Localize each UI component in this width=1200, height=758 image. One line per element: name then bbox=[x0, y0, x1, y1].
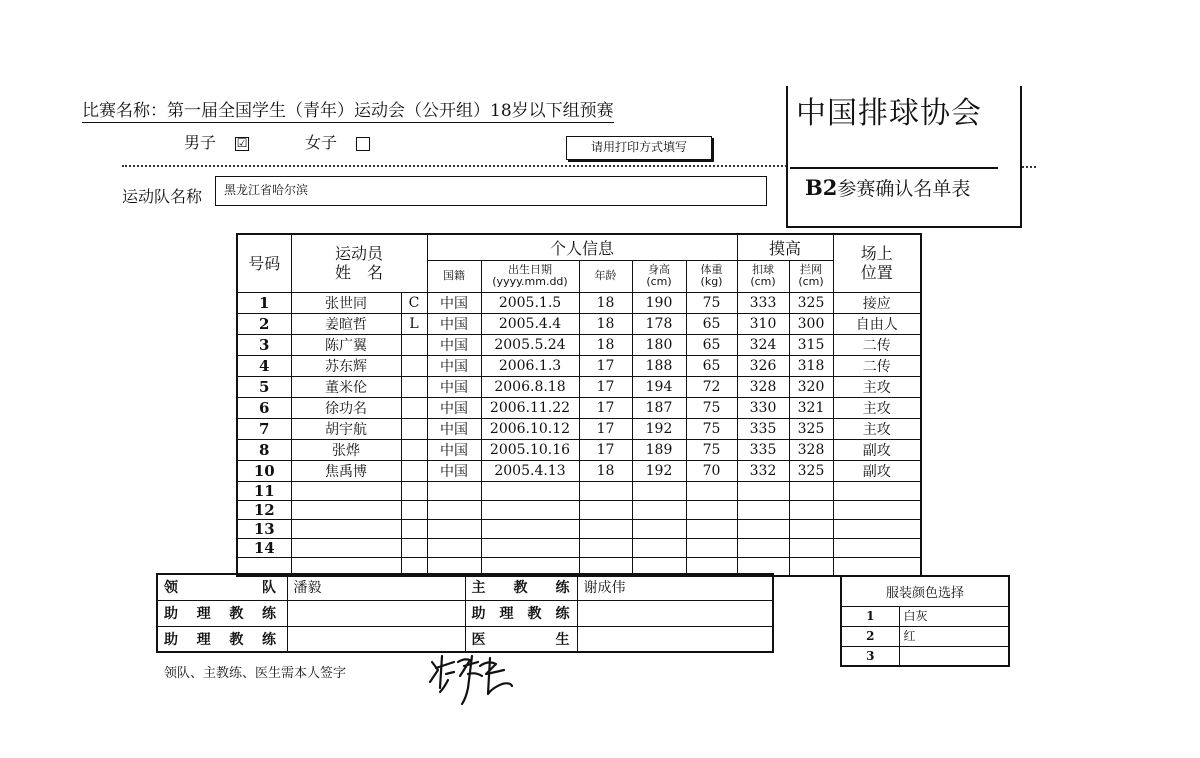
header-block-line2: (cm) bbox=[798, 275, 824, 288]
cell-weight[interactable]: 70 bbox=[686, 460, 737, 481]
cell-age[interactable] bbox=[579, 500, 632, 519]
uniform-number: 2 bbox=[841, 626, 899, 646]
cell-weight[interactable] bbox=[686, 500, 737, 519]
cell-age[interactable]: 17 bbox=[579, 397, 632, 418]
dotted-divider-right bbox=[1022, 166, 1036, 168]
cell-role[interactable] bbox=[401, 334, 427, 355]
cell-birth-date[interactable]: 2006.8.18 bbox=[481, 376, 579, 397]
form-title bbox=[805, 174, 970, 201]
cell-birth-date[interactable] bbox=[481, 519, 579, 538]
cell-spike-reach[interactable]: 335 bbox=[737, 418, 789, 439]
cell-position[interactable]: 自由人 bbox=[833, 313, 921, 334]
uniform-color-body bbox=[841, 606, 1009, 666]
cell-position[interactable] bbox=[833, 557, 921, 576]
cell-position[interactable]: 主攻 bbox=[833, 418, 921, 439]
form-code: B2 bbox=[805, 175, 838, 200]
cell-height[interactable] bbox=[632, 481, 686, 500]
cell-weight[interactable]: 65 bbox=[686, 334, 737, 355]
cell-role[interactable] bbox=[401, 355, 427, 376]
cell-age[interactable]: 17 bbox=[579, 355, 632, 376]
cell-nationality[interactable]: 中国 bbox=[427, 355, 481, 376]
team-name-field[interactable]: 黑龙江省哈尔滨 bbox=[215, 176, 767, 206]
uniform-row bbox=[841, 606, 1009, 626]
competition-name: 比赛名称：第一届全国学生（青年）运动会（公开组）18岁以下组预赛 bbox=[82, 96, 614, 123]
header-birth bbox=[481, 260, 579, 292]
cell-nationality[interactable] bbox=[427, 500, 481, 519]
assistant-coach-label-2: 助 理 教 练 bbox=[465, 600, 577, 626]
cell-name[interactable] bbox=[291, 538, 401, 557]
cell-block-reach[interactable]: 328 bbox=[789, 439, 833, 460]
header-position-line2: 位置 bbox=[860, 263, 893, 283]
roster-body bbox=[237, 292, 921, 576]
cell-name[interactable] bbox=[291, 519, 401, 538]
cell-spike-reach[interactable] bbox=[737, 519, 789, 538]
cell-number[interactable]: 1 bbox=[237, 292, 291, 313]
header-nationality: 国籍 bbox=[427, 260, 481, 292]
cell-number[interactable]: 7 bbox=[237, 418, 291, 439]
cell-weight[interactable]: 75 bbox=[686, 439, 737, 460]
cell-height[interactable]: 178 bbox=[632, 313, 686, 334]
cell-age[interactable]: 17 bbox=[579, 376, 632, 397]
assistant-coach-1-name[interactable] bbox=[287, 600, 465, 626]
cell-birth-date[interactable] bbox=[481, 500, 579, 519]
org-divider bbox=[790, 167, 998, 169]
header-position-line1: 场上 bbox=[860, 244, 893, 264]
cell-position[interactable] bbox=[833, 538, 921, 557]
cell-number[interactable]: 10 bbox=[237, 460, 291, 481]
uniform-title: 服装颜色选择 bbox=[841, 576, 1009, 606]
cell-nationality[interactable]: 中国 bbox=[427, 460, 481, 481]
uniform-number: 3 bbox=[841, 646, 899, 666]
cell-number[interactable]: 4 bbox=[237, 355, 291, 376]
team-label: 运动队名称 bbox=[122, 187, 203, 206]
print-note: 请用打印方式填写 bbox=[566, 136, 712, 160]
header-spike-line1: 扣球 bbox=[752, 263, 774, 276]
cell-age[interactable]: 17 bbox=[579, 439, 632, 460]
cell-role[interactable] bbox=[401, 500, 427, 519]
female-checkbox[interactable] bbox=[356, 137, 370, 151]
cell-spike-reach[interactable]: 324 bbox=[737, 334, 789, 355]
cell-birth-date[interactable]: 2005.10.16 bbox=[481, 439, 579, 460]
cell-height[interactable]: 187 bbox=[632, 397, 686, 418]
cell-role[interactable]: L bbox=[401, 313, 427, 334]
cell-block-reach[interactable] bbox=[789, 500, 833, 519]
cell-name[interactable]: 张烨 bbox=[291, 439, 401, 460]
cell-birth-date[interactable]: 2005.4.13 bbox=[481, 460, 579, 481]
uniform-color[interactable]: 白灰 bbox=[899, 606, 1009, 626]
cell-name[interactable]: 胡宇航 bbox=[291, 418, 401, 439]
header-personal-info: 个人信息 bbox=[427, 234, 737, 260]
table-row bbox=[237, 376, 921, 397]
cell-weight[interactable]: 72 bbox=[686, 376, 737, 397]
cell-block-reach[interactable]: 325 bbox=[789, 418, 833, 439]
header-height bbox=[632, 260, 686, 292]
cell-nationality[interactable]: 中国 bbox=[427, 397, 481, 418]
cell-role[interactable] bbox=[401, 397, 427, 418]
cell-name[interactable]: 徐功名 bbox=[291, 397, 401, 418]
cell-nationality[interactable]: 中国 bbox=[427, 418, 481, 439]
cell-name[interactable] bbox=[291, 481, 401, 500]
cell-spike-reach[interactable] bbox=[737, 538, 789, 557]
cell-role[interactable] bbox=[401, 376, 427, 397]
uniform-color-table bbox=[840, 575, 1010, 667]
cell-birth-date[interactable] bbox=[481, 481, 579, 500]
cell-position[interactable]: 副攻 bbox=[833, 460, 921, 481]
cell-name[interactable]: 陈广翼 bbox=[291, 334, 401, 355]
header-height-line1: 身高 bbox=[648, 263, 670, 276]
cell-position[interactable]: 二传 bbox=[833, 355, 921, 376]
cell-height[interactable]: 189 bbox=[632, 439, 686, 460]
cell-position[interactable]: 二传 bbox=[833, 334, 921, 355]
cell-spike-reach[interactable]: 310 bbox=[737, 313, 789, 334]
cell-block-reach[interactable]: 320 bbox=[789, 376, 833, 397]
cell-spike-reach[interactable]: 326 bbox=[737, 355, 789, 376]
cell-birth-date[interactable]: 2005.5.24 bbox=[481, 334, 579, 355]
cell-position[interactable] bbox=[833, 519, 921, 538]
cell-height[interactable]: 192 bbox=[632, 460, 686, 481]
cell-name[interactable]: 焦禹博 bbox=[291, 460, 401, 481]
table-row bbox=[237, 334, 921, 355]
cell-nationality[interactable]: 中国 bbox=[427, 439, 481, 460]
cell-weight[interactable]: 65 bbox=[686, 313, 737, 334]
header-position bbox=[833, 234, 921, 292]
org-name: 中国排球协会 bbox=[796, 96, 982, 131]
cell-role[interactable] bbox=[401, 418, 427, 439]
cell-number[interactable]: 14 bbox=[237, 538, 291, 557]
assistant-coach-label: 助 理 教 练 bbox=[157, 600, 287, 626]
cell-spike-reach[interactable]: 328 bbox=[737, 376, 789, 397]
cell-age[interactable]: 18 bbox=[579, 313, 632, 334]
cell-height[interactable]: 180 bbox=[632, 334, 686, 355]
header-birth-line2: (yyyy.mm.dd) bbox=[492, 275, 568, 288]
leader-name[interactable]: 潘毅 bbox=[287, 574, 465, 600]
cell-age[interactable] bbox=[579, 481, 632, 500]
male-label: 男子 bbox=[184, 133, 217, 152]
header-weight-line2: (kg) bbox=[700, 275, 723, 288]
cell-birth-date[interactable]: 2005.4.4 bbox=[481, 313, 579, 334]
cell-role[interactable] bbox=[401, 481, 427, 500]
cell-spike-reach[interactable]: 335 bbox=[737, 439, 789, 460]
cell-birth-date[interactable]: 2006.1.3 bbox=[481, 355, 579, 376]
cell-spike-reach[interactable] bbox=[737, 500, 789, 519]
cell-name[interactable]: 苏东辉 bbox=[291, 355, 401, 376]
header-age: 年龄 bbox=[579, 260, 632, 292]
cell-height[interactable] bbox=[632, 519, 686, 538]
cell-block-reach[interactable] bbox=[789, 481, 833, 500]
cell-weight[interactable]: 65 bbox=[686, 355, 737, 376]
table-row bbox=[237, 355, 921, 376]
cell-block-reach[interactable]: 315 bbox=[789, 334, 833, 355]
cell-nationality[interactable]: 中国 bbox=[427, 313, 481, 334]
cell-position[interactable] bbox=[833, 500, 921, 519]
cell-birth-date[interactable] bbox=[481, 538, 579, 557]
cell-weight[interactable]: 75 bbox=[686, 292, 737, 313]
male-checkbox[interactable]: ☑ bbox=[236, 135, 248, 150]
cell-block-reach[interactable] bbox=[789, 538, 833, 557]
assistant-coach-label-3: 助 理 教 练 bbox=[157, 626, 287, 652]
cell-birth-date[interactable]: 2005.1.5 bbox=[481, 292, 579, 313]
header-spike-line2: (cm) bbox=[750, 275, 776, 288]
cell-position[interactable]: 副攻 bbox=[833, 439, 921, 460]
cell-position[interactable]: 主攻 bbox=[833, 397, 921, 418]
cell-number[interactable]: 8 bbox=[237, 439, 291, 460]
cell-age[interactable]: 18 bbox=[579, 334, 632, 355]
staff-table bbox=[156, 573, 774, 653]
table-row bbox=[237, 292, 921, 313]
cell-number[interactable]: 5 bbox=[237, 376, 291, 397]
header-reach: 摸高 bbox=[737, 234, 833, 260]
cell-height[interactable] bbox=[632, 538, 686, 557]
form-title-text: 参赛确认名单表 bbox=[837, 178, 971, 200]
table-row bbox=[237, 418, 921, 439]
header-athlete-line2: 姓 名 bbox=[334, 263, 383, 283]
table-row bbox=[237, 481, 921, 500]
header-block-line1: 拦网 bbox=[800, 263, 822, 276]
cell-role[interactable] bbox=[401, 460, 427, 481]
uniform-row bbox=[841, 626, 1009, 646]
cell-nationality[interactable]: 中国 bbox=[427, 376, 481, 397]
table-row bbox=[237, 439, 921, 460]
cell-name[interactable] bbox=[291, 500, 401, 519]
doctor-label: 医 生 bbox=[465, 626, 577, 652]
cell-block-reach[interactable]: 325 bbox=[789, 460, 833, 481]
cell-weight[interactable]: 75 bbox=[686, 418, 737, 439]
cell-number[interactable]: 2 bbox=[237, 313, 291, 334]
uniform-color[interactable]: 红 bbox=[899, 626, 1009, 646]
cell-block-reach[interactable]: 321 bbox=[789, 397, 833, 418]
header-weight-line1: 体重 bbox=[700, 263, 723, 276]
cell-nationality[interactable]: 中国 bbox=[427, 334, 481, 355]
cell-height[interactable]: 190 bbox=[632, 292, 686, 313]
header-number: 号码 bbox=[237, 234, 291, 292]
cell-number[interactable]: 11 bbox=[237, 481, 291, 500]
cell-height[interactable]: 194 bbox=[632, 376, 686, 397]
cell-position[interactable]: 接应 bbox=[833, 292, 921, 313]
header-block bbox=[789, 260, 833, 292]
cell-position[interactable] bbox=[833, 481, 921, 500]
cell-block-reach[interactable]: 318 bbox=[789, 355, 833, 376]
cell-birth-date[interactable]: 2006.10.12 bbox=[481, 418, 579, 439]
cell-age[interactable] bbox=[579, 519, 632, 538]
signature-note: 领队、主教练、医生需本人签字 bbox=[164, 666, 347, 681]
cell-number[interactable]: 3 bbox=[237, 334, 291, 355]
cell-height[interactable] bbox=[632, 500, 686, 519]
table-row bbox=[237, 460, 921, 481]
cell-block-reach[interactable]: 325 bbox=[789, 292, 833, 313]
table-row bbox=[237, 538, 921, 557]
signature bbox=[424, 648, 534, 712]
header-height-line2: (cm) bbox=[646, 275, 672, 288]
cell-nationality[interactable] bbox=[427, 519, 481, 538]
cell-age[interactable]: 18 bbox=[579, 460, 632, 481]
uniform-number: 1 bbox=[841, 606, 899, 626]
cell-name[interactable]: 姜暄哲 bbox=[291, 313, 401, 334]
cell-number[interactable]: 6 bbox=[237, 397, 291, 418]
cell-weight[interactable] bbox=[686, 481, 737, 500]
cell-number[interactable]: 13 bbox=[237, 519, 291, 538]
table-row bbox=[237, 313, 921, 334]
cell-role[interactable] bbox=[401, 439, 427, 460]
doctor-name[interactable] bbox=[577, 626, 773, 652]
cell-position[interactable]: 主攻 bbox=[833, 376, 921, 397]
roster-table bbox=[236, 233, 922, 577]
gender-male bbox=[184, 130, 249, 153]
cell-number[interactable]: 12 bbox=[237, 500, 291, 519]
header-birth-line1: 出生日期 bbox=[508, 263, 552, 276]
cell-nationality[interactable] bbox=[427, 538, 481, 557]
cell-name[interactable]: 董米伦 bbox=[291, 376, 401, 397]
cell-age[interactable] bbox=[579, 538, 632, 557]
table-row bbox=[237, 519, 921, 538]
cell-age[interactable]: 18 bbox=[579, 292, 632, 313]
cell-spike-reach[interactable]: 332 bbox=[737, 460, 789, 481]
header-athlete-line1: 运动员 bbox=[334, 244, 383, 264]
cell-nationality[interactable] bbox=[427, 481, 481, 500]
cell-weight[interactable] bbox=[686, 538, 737, 557]
header-athlete bbox=[291, 234, 427, 292]
cell-role[interactable] bbox=[401, 538, 427, 557]
cell-block-reach[interactable] bbox=[789, 519, 833, 538]
cell-weight[interactable]: 75 bbox=[686, 397, 737, 418]
cell-height[interactable]: 192 bbox=[632, 418, 686, 439]
cell-spike-reach[interactable] bbox=[737, 481, 789, 500]
header-weight bbox=[686, 260, 737, 292]
uniform-color[interactable] bbox=[899, 646, 1009, 666]
cell-spike-reach[interactable]: 330 bbox=[737, 397, 789, 418]
table-row bbox=[237, 500, 921, 519]
cell-block-reach[interactable] bbox=[789, 557, 833, 576]
cell-block-reach[interactable]: 300 bbox=[789, 313, 833, 334]
cell-name[interactable]: 张世同 bbox=[291, 292, 401, 313]
cell-nationality[interactable]: 中国 bbox=[427, 292, 481, 313]
head-coach-label: 主 教 练 bbox=[465, 574, 577, 600]
header-spike bbox=[737, 260, 789, 292]
uniform-row bbox=[841, 646, 1009, 666]
gender-female bbox=[305, 130, 370, 153]
head-coach-name[interactable]: 谢成伟 bbox=[577, 574, 773, 600]
cell-weight[interactable] bbox=[686, 519, 737, 538]
cell-height[interactable]: 188 bbox=[632, 355, 686, 376]
cell-role[interactable] bbox=[401, 519, 427, 538]
dotted-divider bbox=[122, 165, 787, 167]
cell-age[interactable]: 17 bbox=[579, 418, 632, 439]
female-label: 女子 bbox=[305, 133, 338, 152]
table-row bbox=[237, 397, 921, 418]
cell-spike-reach[interactable]: 333 bbox=[737, 292, 789, 313]
cell-role[interactable]: C bbox=[401, 292, 427, 313]
cell-birth-date[interactable]: 2006.11.22 bbox=[481, 397, 579, 418]
assistant-coach-2-name[interactable] bbox=[577, 600, 773, 626]
leader-label: 领 队 bbox=[157, 574, 287, 600]
